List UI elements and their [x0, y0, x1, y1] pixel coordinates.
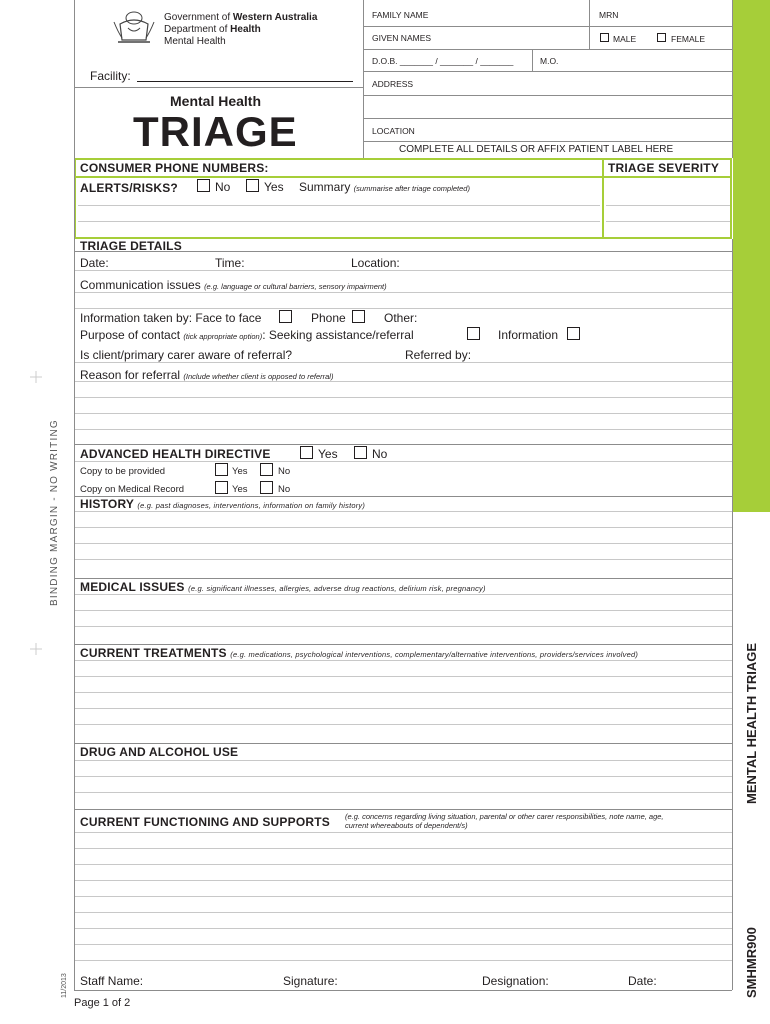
triage-details-heading: TRIAGE DETAILS — [80, 239, 182, 253]
crosshair-mark — [30, 370, 42, 382]
current-functioning-heading: CURRENT FUNCTIONING AND SUPPORTS — [80, 815, 330, 829]
form-date-text: 11/2013 — [61, 973, 68, 998]
date-label: Date: — [80, 256, 109, 270]
staff-name-label: Staff Name: — [80, 974, 144, 988]
mo-label: M.O. — [540, 56, 559, 66]
side-color-bar — [733, 0, 770, 512]
copy-provided-no-label: No — [278, 466, 291, 477]
information-label: Information — [498, 328, 559, 342]
ahd-heading: ADVANCED HEALTH DIRECTIVE — [80, 447, 271, 461]
alerts-no-label: No — [215, 180, 231, 194]
ahd-no-label: No — [372, 447, 388, 461]
copy-record-yes-label: Yes — [232, 484, 248, 495]
face-to-face-checkbox[interactable] — [279, 310, 292, 323]
male-label: MALE — [613, 34, 637, 44]
copy-provided-label: Copy to be provided — [80, 466, 166, 477]
binding-margin-text: BINDING MARGIN - NO WRITING — [49, 419, 60, 606]
copy-provided-yes-checkbox[interactable] — [215, 463, 228, 476]
family-name-label: FAMILY NAME — [372, 10, 429, 20]
copy-record-no-checkbox[interactable] — [260, 481, 273, 494]
other-label: Other: — [384, 311, 418, 325]
page-number: Page 1 of 2 — [74, 997, 131, 1009]
seeking-assistance-checkbox[interactable] — [467, 327, 480, 340]
designation-label: Designation: — [482, 974, 549, 988]
crosshair-mark — [30, 642, 42, 654]
communication-label: Communication issues (e.g. language or cultural barriers, sensory impairment) — [80, 278, 387, 292]
address-label: ADDRESS — [372, 79, 414, 89]
form-subtitle: Mental Health — [170, 93, 262, 109]
summary-label: Summary (summarise after triage completed) — [299, 180, 470, 194]
alerts-risks-label: ALERTS/RISKS? — [80, 181, 178, 195]
information-checkbox[interactable] — [567, 327, 580, 340]
wa-crest-logo — [110, 8, 158, 46]
phone-checkbox[interactable] — [352, 310, 365, 323]
phone-label: Phone — [311, 311, 346, 325]
form-title: TRIAGE — [133, 108, 298, 155]
facility-line[interactable] — [137, 81, 353, 82]
patient-label-note: COMPLETE ALL DETAILS OR AFFIX PATIENT LABEL HERE — [399, 144, 674, 155]
location-label: LOCATION — [372, 126, 415, 136]
ahd-no-checkbox[interactable] — [354, 446, 367, 459]
medical-issues-heading: MEDICAL ISSUES (e.g. significant illnesses, allergies, adverse drug reactions, delirium risk, pregnancy) — [80, 580, 486, 594]
alerts-yes-checkbox[interactable] — [246, 179, 259, 192]
reason-label: Reason for referral (Include whether client is opposed to referral) — [80, 368, 334, 382]
copy-record-no-label: No — [278, 484, 291, 495]
location-field-label: Location: — [351, 256, 400, 270]
purpose-label: Purpose of contact (tick appropriate option): Seeking assistance/referral — [80, 328, 414, 342]
aware-label: Is client/primary carer aware of referral? — [80, 348, 293, 362]
triage-severity-label: TRIAGE SEVERITY — [608, 161, 720, 175]
drug-alcohol-heading: DRUG AND ALCOHOL USE — [80, 745, 239, 759]
functioning-hint-2: current whereabouts of dependent/s) — [345, 821, 468, 830]
female-checkbox[interactable] — [657, 33, 666, 42]
ahd-yes-label: Yes — [318, 447, 338, 461]
functioning-hint-1: (e.g. concerns regarding living situation, parental or other carer responsibilities, note name, age, — [345, 812, 664, 821]
ahd-yes-checkbox[interactable] — [300, 446, 313, 459]
facility-label: Facility: — [90, 69, 131, 83]
alerts-no-checkbox[interactable] — [197, 179, 210, 192]
female-label: FEMALE — [671, 34, 706, 44]
given-names-label: GIVEN NAMES — [372, 33, 432, 43]
dept-line: Department of Health — [164, 24, 261, 35]
copy-provided-no-checkbox[interactable] — [260, 463, 273, 476]
copy-provided-yes-label: Yes — [232, 466, 248, 477]
division-line: Mental Health — [164, 36, 226, 47]
current-treatments-heading: CURRENT TREATMENTS (e.g. medications, psychological interventions, complementary/alternative interventions, providers/services involved) — [80, 646, 639, 660]
male-checkbox[interactable] — [600, 33, 609, 42]
signature-label: Signature: — [283, 974, 338, 988]
consumer-phone-label: CONSUMER PHONE NUMBERS: — [80, 161, 269, 175]
gov-line: Government of Western Australia — [164, 12, 318, 23]
time-label: Time: — [215, 256, 245, 270]
mrn-label: MRN — [599, 10, 619, 20]
form-code-text: SMHMR900 — [744, 927, 759, 998]
side-title-text: MENTAL HEALTH TRIAGE — [744, 642, 759, 804]
history-heading: HISTORY (e.g. past diagnoses, interventions, information on family history) — [80, 497, 366, 511]
alerts-yes-label: Yes — [264, 180, 284, 194]
copy-record-yes-checkbox[interactable] — [215, 481, 228, 494]
info-taken-label: Information taken by: Face to face — [80, 311, 262, 325]
copy-record-label: Copy on Medical Record — [80, 484, 185, 495]
dob-label: D.O.B. _______ / _______ / _______ — [372, 56, 514, 66]
footer-date-label: Date: — [628, 974, 657, 988]
referred-by-label: Referred by: — [405, 348, 472, 362]
